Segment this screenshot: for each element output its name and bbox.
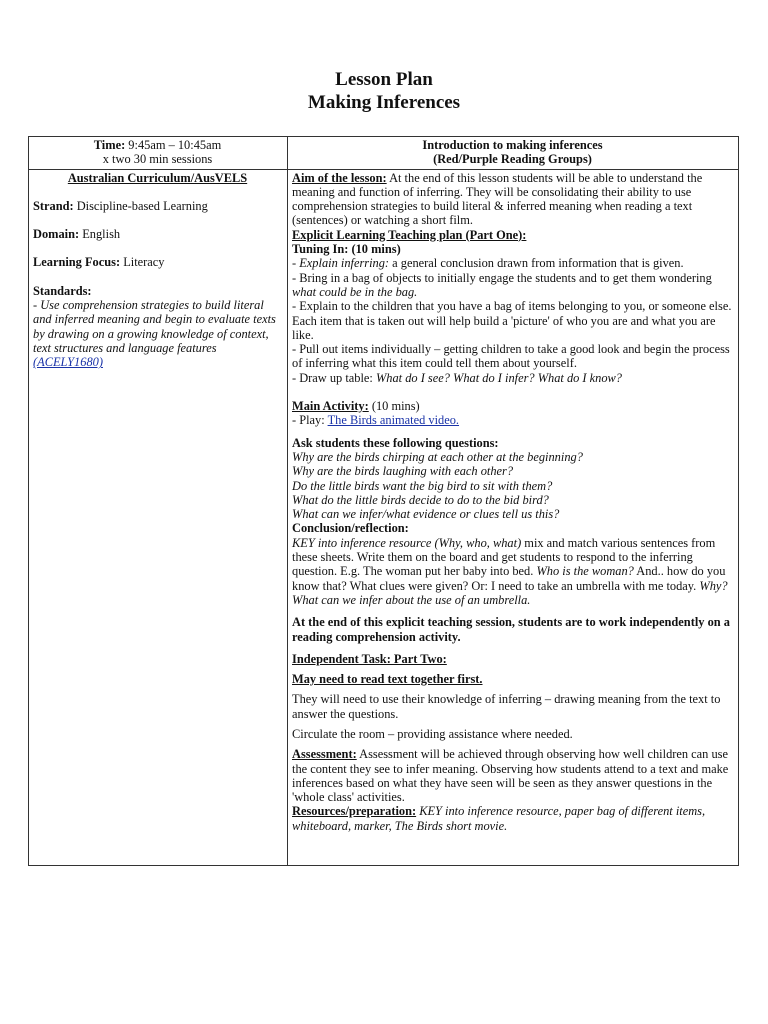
tuning-heading: Tuning In: (10 mins) [292, 242, 401, 257]
aim-paragraph [292, 171, 733, 228]
read-together-text: May need to read text together first. [292, 672, 483, 687]
main-text: (10 mins) [368, 399, 420, 414]
tuning-1-text: a general conclusion drawn from information that is given. [389, 256, 684, 271]
time-label: Time: [93, 138, 126, 152]
intro-line-2: (Red/Purple Reading Groups) [433, 152, 592, 167]
tuning-item-5 [292, 371, 733, 385]
question-item: Why are the birds laughing with each other? [292, 464, 514, 479]
question-item: Do the little birds want the big bird to sit with them? [292, 478, 553, 493]
independent-text: They will need to use their knowledge of inferring – drawing meaning from the text to answer the questions. [292, 692, 721, 721]
title-line-2: Making Inferences [307, 92, 461, 113]
conclusion-heading: Conclusion/reflection: [292, 521, 409, 536]
main-activity [292, 399, 733, 413]
intro-line-1: Introduction to making inferences [422, 138, 603, 152]
standards-label: Standards: [33, 283, 92, 298]
tuning-1-italic: Explain inferring: [299, 256, 390, 271]
conclusion-paragraph [292, 536, 733, 607]
sessions-text: x two 30 min sessions [102, 152, 213, 167]
ask-heading: Ask students these following questions: [292, 435, 499, 450]
tuning-5-italic: What do I see? What do I infer? What do I know? [375, 370, 623, 385]
question-item: What do the little birds decide to do to the bid bird? [292, 492, 549, 507]
intro-cell [288, 137, 739, 170]
resources-paragraph [292, 804, 733, 833]
tuning-1-prefix: - [292, 256, 300, 271]
header-row [29, 137, 739, 170]
circulate-text: Circulate the room – providing assistance where needed. [292, 726, 573, 741]
assessment-paragraph [292, 747, 733, 804]
title-line-1: Lesson Plan [335, 69, 433, 90]
resources-text: KEY into inference resource, paper bag of different items, whiteboard, marker, The Birds short movie. [292, 804, 706, 833]
question-item: What can we infer/what evidence or clues tell us this? [292, 507, 560, 522]
strand-value: Discipline-based Learning [73, 198, 208, 213]
conclusion-italic-3: Why? What can we infer about the use of an umbrella. [292, 578, 728, 607]
focus-label: Learning Focus: [33, 255, 121, 270]
aim-label: Aim of the lesson: [292, 170, 387, 185]
right-column-cell [288, 169, 739, 865]
standards-text: - Use comprehension strategies to build literal and inferred meaning and begin to evaluate texts by drawing on a growing knowledge of context, text structures and language features [33, 298, 276, 355]
birds-video-link[interactable]: The Birds animated video. [327, 413, 460, 428]
conclusion-text-1: mix and match various sentences from these sheets. Write them on the board and get students to respond to the inferring question. E.g. The woman put her baby into bed. [292, 535, 716, 579]
assessment-label: Assessment: [292, 747, 357, 762]
tuning-2-italic: what could be in the bag. [292, 284, 418, 299]
content-row [29, 169, 739, 865]
tuning-5-text: - Draw up table: [292, 370, 376, 385]
lesson-plan-table [28, 136, 739, 866]
tuning-item-4: - Pull out items individually – getting children to take a good look and begin the process of inferring what this item could tell them about yourself. [292, 342, 730, 371]
domain-label: Domain: [33, 227, 80, 242]
tuning-item-2 [292, 271, 733, 300]
left-column-cell [29, 169, 288, 865]
time-cell [29, 137, 288, 170]
resources-label: Resources/preparation: [292, 804, 417, 819]
domain-value: English [79, 227, 121, 242]
tuning-item-1 [292, 256, 733, 270]
tuning-item-3: - Explain to the children that you have a bag of items belonging to you, or someone else. Each item that is taken out will help build a 'picture' of who you are and what you are like. [292, 299, 732, 342]
play-line [292, 413, 733, 427]
curriculum-heading: Australian Curriculum/AusVELS [67, 170, 248, 185]
focus-value: Literacy [120, 255, 165, 270]
end-session-text: At the end of this explicit teaching session, students are to work independently on a reading comprehension activity. [292, 615, 730, 644]
document-title [0, 68, 768, 114]
conclusion-italic-2: Who is the woman? [536, 564, 634, 579]
standards-text-block [33, 298, 282, 369]
assessment-text: Assessment will be achieved through observing how well children can use the content they see to infer meaning. Observing how students attend to a text and make inferences based on what they have seen will be seen as they answer questions in the 'whole class' activities. [292, 747, 729, 805]
main-label: Main Activity: [292, 399, 369, 414]
conclusion-italic-1: KEY into inference resource (Why, who, what) [292, 535, 522, 550]
strand-label: Strand: [33, 198, 74, 213]
play-text: - Play: [292, 413, 328, 428]
aim-text: At the end of this lesson students will be able to understand the meaning and function of inferring. They will be consolidating their ability to use comprehension strategies to build literal & inferred meaning when reading a text (sentences) or watching a short film. [292, 170, 703, 228]
independent-heading: Independent Task: Part Two: [292, 651, 447, 666]
explicit-heading: Explicit Learning Teaching plan (Part One): [292, 227, 527, 242]
conclusion-text-2: And.. how do you know that? What clues were given? Or: I need to take an umbrella with me today. [292, 564, 726, 593]
question-item: Why are the birds chirping at each other at the beginning? [292, 449, 583, 464]
tuning-2-text: - Bring in a bag of objects to initially engage the students and to get them wondering [292, 270, 712, 285]
standards-link[interactable]: (ACELY1680) [33, 355, 103, 370]
time-value: 9:45am – 10:45am [125, 138, 222, 152]
